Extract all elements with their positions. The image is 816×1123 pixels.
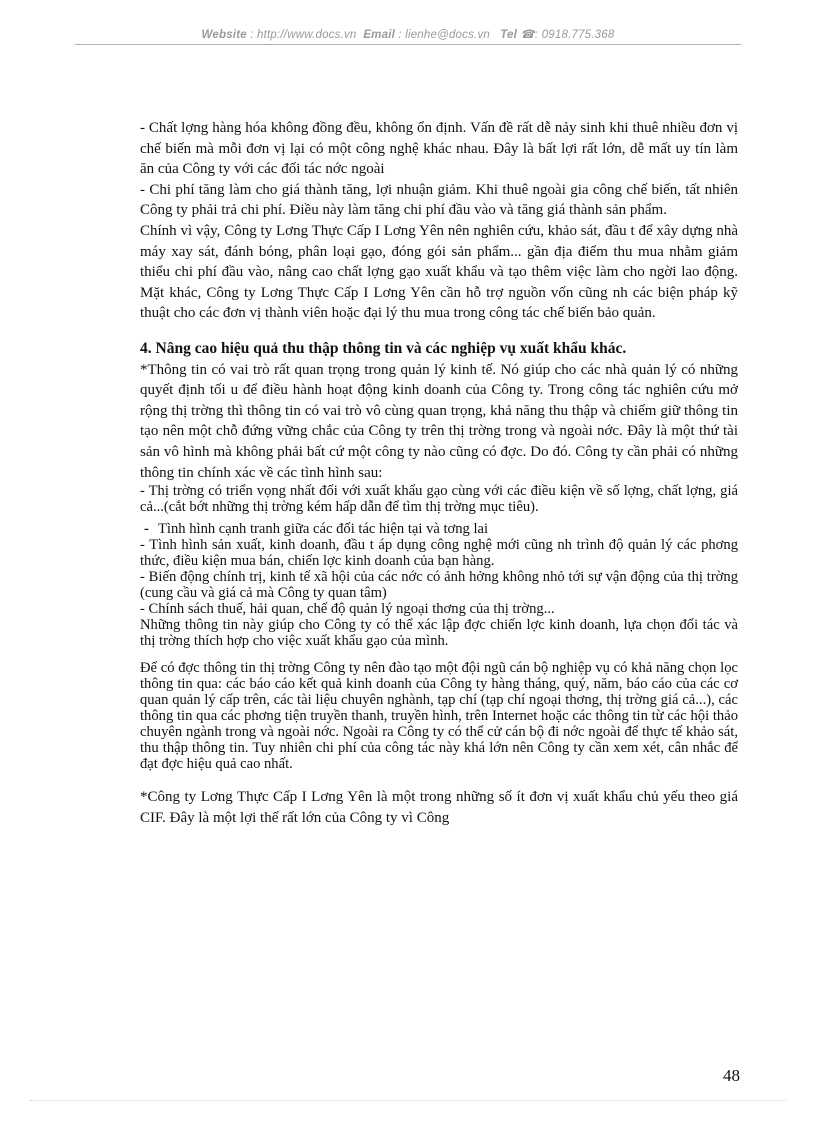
bullet-politics: - Biến động chính trị, kinh tế xã hội của các nớc có ảnh hởng không nhỏ tới sự vận động của thị trờng (cung cầu và giá cả mà Công ty quan tâm) [140, 569, 738, 602]
footer-divider [30, 1100, 786, 1101]
email-value: : lienhe@docs.vn [398, 29, 490, 41]
tel-label: Tel [500, 29, 517, 41]
paragraph-summary: Những thông tin này giúp cho Công ty có thể xác lập đợc chiến lợc kinh doanh, lựa chọn đối tác và thị trờng thích hợp cho việc xuất khẩu gạo của mình. [140, 617, 738, 650]
bullet-competition [140, 521, 738, 537]
section-heading: 4. Nâng cao hiệu quả thu thập thông tin và các nghiệp vụ xuất khẩu khác. [140, 339, 627, 357]
header-divider [75, 44, 741, 45]
website-value: : http://www.docs.vn [250, 29, 357, 41]
bullet-competition-text: Tình hình cạnh tranh giữa các đối tác hiện tại và tơng lai [158, 521, 489, 538]
paragraph-conclusion: Chính vì vậy, Công ty Lơng Thực Cấp I Lơng Yên nên nghiên cứu, khảo sát, đầu t để xây dựng nhà máy xay sát, đánh bóng, phân loại gạo, đóng gói sản phẩm... gần địa điểm thu mua nhằm giảm thiểu chi phí đầu vào, nâng cao chất lợng gạo xuất khẩu và tạo thêm việc làm cho ngời lao động. Mặt khác, Công ty Lơng Thực Cấp I Lơng Yên cần hỗ trợ nguồn vốn cũng nh các biện pháp kỹ thuật cho các đơn vị thành viên hoặc đại lý thu mua trong công tác chế biến bảo quản. [140, 222, 738, 322]
paragraph-cif: *Công ty Lơng Thực Cấp I Lơng Yên là một trong những số ít đơn vị xuất khẩu chủ yếu theo giá CIF. Đây là một lợi thế rất lớn của Công ty vì Công [140, 789, 738, 826]
paragraph-cost: - Chi phí tăng làm cho giá thành tăng, lợi nhuận giảm. Khi thuê ngoài gia công chế biến, tất nhiên Công ty phải trả chi phí. Điều này làm tăng chi phí đầu vào và tăng giá thành sản phẩm. [140, 181, 738, 219]
page-header [0, 27, 816, 41]
bullet-partners: - Tình hình sản xuất, kinh doanh, đầu t áp dụng công nghệ mới cũng nh trình độ quản lý các phơng thức, điều kiện mua bán, chiến lợc kinh doanh của bạn hàng. [140, 537, 738, 570]
document-body [140, 118, 738, 828]
email-label: Email [363, 29, 395, 41]
tel-value: ☎: 0918.775.368 [520, 29, 615, 41]
bullet-policy: - Chính sách thuế, hải quan, chế độ quản lý ngoại thơng của thị trờng... [140, 601, 555, 618]
bullet-market: - Thị trờng có triển vọng nhất đối với xuất khẩu gạo cùng với các điều kiện về số lợng, chất lợng, giá cả...(cắt bớt những thị trờng kém hấp dẫn để tìm thị trờng mục tiêu). [140, 483, 738, 516]
paragraph-training: Để có đợc thông tin thị trờng Công ty nên đào tạo một đội ngũ cán bộ nghiệp vụ có khả năng chọn lọc thông tin qua: các báo cáo kết quả kinh doanh của Công ty hàng tháng, quý, năm, báo cáo của các cơ quan quản lý cấp trên, các tài liệu chuyên nghành, tạp chí (tạp chí ngoại thơng, thị trờng giá cả...), các thông tin qua các phơng tiện truyền thanh, truyền hình, trên Internet hoặc các thông tin từ các hội thảo chuyên ngành trong và ngoài nớc. Ngoài ra Công ty có thể cử cán bộ đi nớc ngoài để thực tế khảo sát, thu thập thông tin. Tuy nhiên chi phí của công tác này khá lớn nên Công ty cần xem xét, cân nhắc để đạt đợc hiệu quả cao nhất. [140, 660, 738, 773]
paragraph-information-role: *Thông tin có vai trò rất quan trọng trong quản lý kinh tế. Nó giúp cho các nhà quản lý có những quyết định tối u để điều hành hoạt động kinh doanh của Công ty. Trong công tác nghiên cứu mở rộng thị trờng thì thông tin có vai trò vô cùng quan trọng, khả năng thu thập và chiếm giữ thông tin tạo nên một chỗ đứng vững chắc của Công ty trên thị trờng trong và ngoài nớc. Đây là một thứ tài sản vô hình mà không phải bất cứ một công ty nào cũng có đợc. Do đó. Công ty cần phải có những thông tin chính xác về các tình hình sau: [140, 361, 738, 481]
page-number: 48 [723, 1066, 740, 1085]
website-label: Website [201, 29, 247, 41]
bullet-dash: - [144, 521, 149, 538]
paragraph-quality: - Chất lợng hàng hóa không đồng đều, không ổn định. Vấn đề rất dễ nảy sinh khi thuê nhiều đơn vị chế biến mà mỗi đơn vị lại có một công nghệ khác nhau. Đây là bất lợi rất lớn, dễ mất uy tín làm ăn của Công ty với các đối tác nớc ngoài [140, 120, 738, 178]
